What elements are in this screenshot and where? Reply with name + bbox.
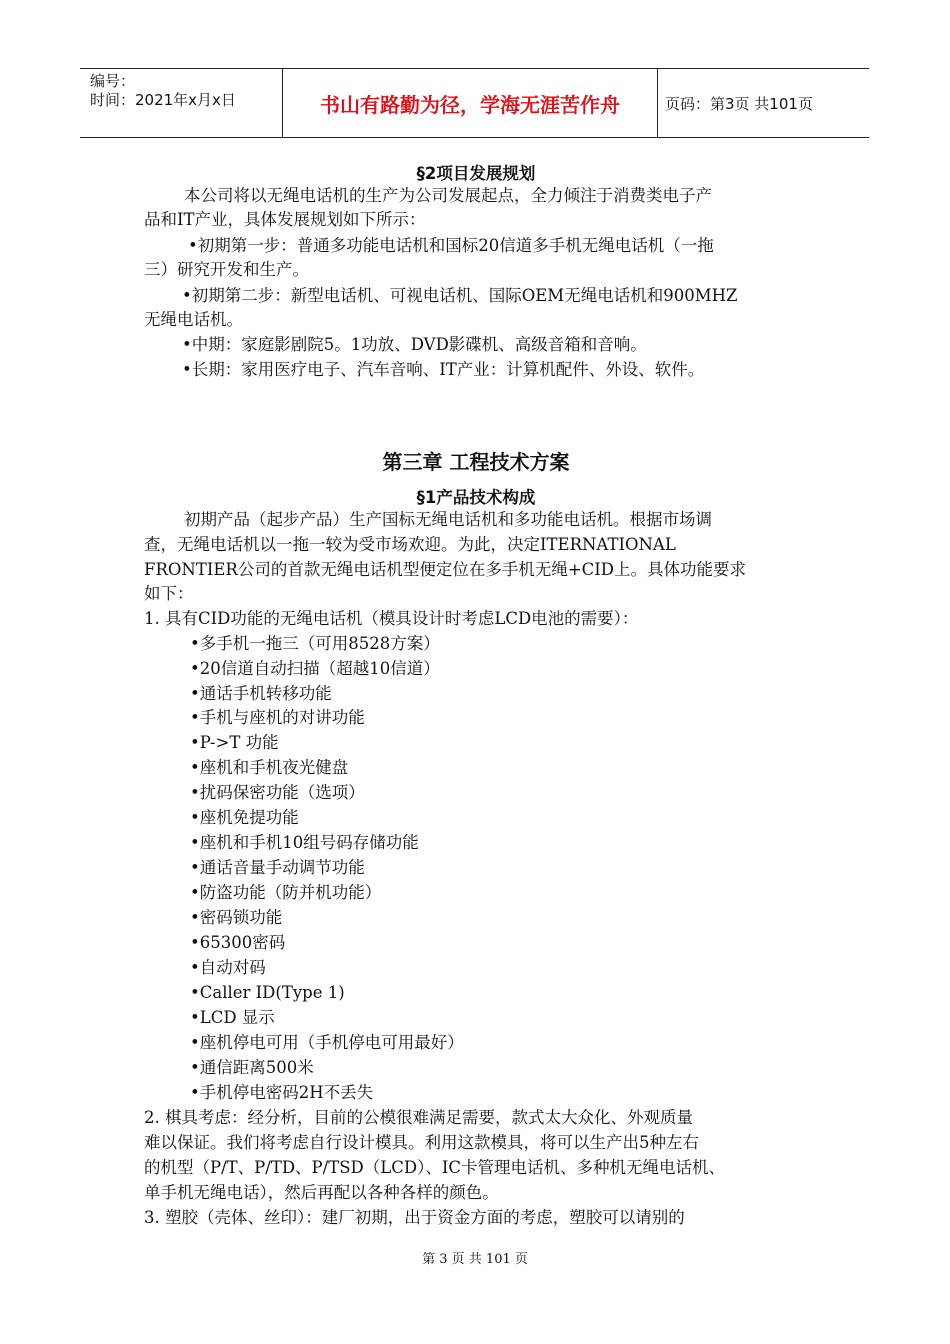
date-line: 时间：2021年x月x日 bbox=[90, 91, 236, 109]
paragraph-line: 单手机无绳电话），然后再配以各种各样的颜色。 bbox=[144, 1183, 499, 1202]
feature-item: •座机免提功能 bbox=[190, 808, 299, 827]
chapter-title: 第三章 工程技术方案 bbox=[382, 450, 570, 474]
paragraph-line: 品和IT产业，具体发展规划如下所示： bbox=[144, 210, 426, 229]
list-item-continuation: 无绳电话机。 bbox=[144, 310, 243, 329]
page-footer: 第 3 页 共 101 页 bbox=[422, 1252, 528, 1267]
feature-item: •通话手机转移功能 bbox=[190, 684, 332, 703]
feature-item: •65300密码 bbox=[190, 933, 286, 952]
header-motto: 书山有路勤为径，学海无涯苦作舟 bbox=[282, 69, 658, 137]
feature-item: •密码锁功能 bbox=[190, 908, 283, 927]
feature-item: •手机停电密码2H不丢失 bbox=[190, 1083, 374, 1102]
list-item: •长期：家用医疗电子、汽车音响、IT产业：计算机配件、外设、软件。 bbox=[182, 360, 705, 379]
paragraph-line: 的机型（P/T、P/TD、P/TSD（LCD）、IC卡管理电话机、多种机无绳电话机、 bbox=[144, 1158, 725, 1177]
numbered-item: 3. 塑胶（壳体、丝印）：建厂初期，出于资金方面的考虑，塑胶可以请别的 bbox=[144, 1208, 685, 1227]
feature-item: •座机停电可用（手机停电可用最好） bbox=[190, 1033, 464, 1052]
list-item: •初期第一步：普通多功能电话机和国标20信道多手机无绳电话机（一拖 bbox=[188, 236, 714, 255]
section-heading: §1产品技术构成 bbox=[416, 488, 536, 507]
feature-item: •手机与座机的对讲功能 bbox=[190, 708, 365, 727]
numbered-item: 2. 棋具考虑：经分析，目前的公模很难满足需要，款式太大众化、外观质量 bbox=[144, 1108, 693, 1127]
section-heading: §2项目发展规划 bbox=[416, 164, 536, 183]
feature-item: •通话音量手动调节功能 bbox=[190, 858, 365, 877]
feature-item: •扰码保密功能（选项） bbox=[190, 783, 365, 802]
feature-item: •20信道自动扫描（超越10信道） bbox=[190, 659, 440, 678]
page-header bbox=[80, 68, 869, 138]
feature-item: •通信距离500米 bbox=[190, 1058, 314, 1077]
feature-item: •LCD 显示 bbox=[190, 1008, 275, 1027]
paragraph-line: FRONTIER公司的首款无绳电话机型便定位在多手机无绳+CID上。具体功能要求 bbox=[144, 560, 747, 579]
paragraph-line: 如下： bbox=[144, 584, 194, 603]
number-label: 编号： bbox=[90, 72, 136, 90]
feature-item: •P->T 功能 bbox=[190, 733, 279, 752]
paragraph-line: 难以保证。我们将考虑自行设计模具。利用这款模具，将可以生产出5种左右 bbox=[144, 1133, 699, 1152]
feature-item: •Caller ID(Type 1) bbox=[190, 983, 345, 1002]
paragraph-line: 查，无绳电话机以一拖一较为受市场欢迎。为此，决定ITERNATIONAL bbox=[144, 535, 676, 554]
paragraph-line: 初期产品（起步产品）生产国标无绳电话机和多功能电话机。根据市场调 bbox=[184, 510, 712, 529]
feature-item: •防盗功能（防并机功能） bbox=[190, 883, 382, 902]
feature-item: •座机和手机夜光健盘 bbox=[190, 758, 349, 777]
list-item: •初期第二步：新型电话机、可视电话机、国际OEM无绳电话机和900MHZ bbox=[182, 286, 738, 305]
paragraph-line: 本公司将以无绳电话机的生产为公司发展起点，全力倾注于消费类电子产 bbox=[184, 186, 712, 205]
feature-item: •座机和手机10组号码存储功能 bbox=[190, 833, 419, 852]
feature-item: •自动对码 bbox=[190, 958, 266, 977]
numbered-item: 1. 具有CID功能的无绳电话机（模具设计时考虑LCD电池的需要）： bbox=[144, 609, 639, 628]
list-item: •中期：家庭影剧院5。1功放、DVD影碟机、高级音箱和音响。 bbox=[182, 335, 647, 354]
feature-item: •多手机一拖三（可用8528方案） bbox=[190, 634, 440, 653]
list-item-continuation: 三）研究开发和生产。 bbox=[144, 260, 309, 279]
header-left-cell bbox=[80, 69, 280, 137]
header-page-info: 页码：第3页 共101页 bbox=[665, 94, 813, 113]
